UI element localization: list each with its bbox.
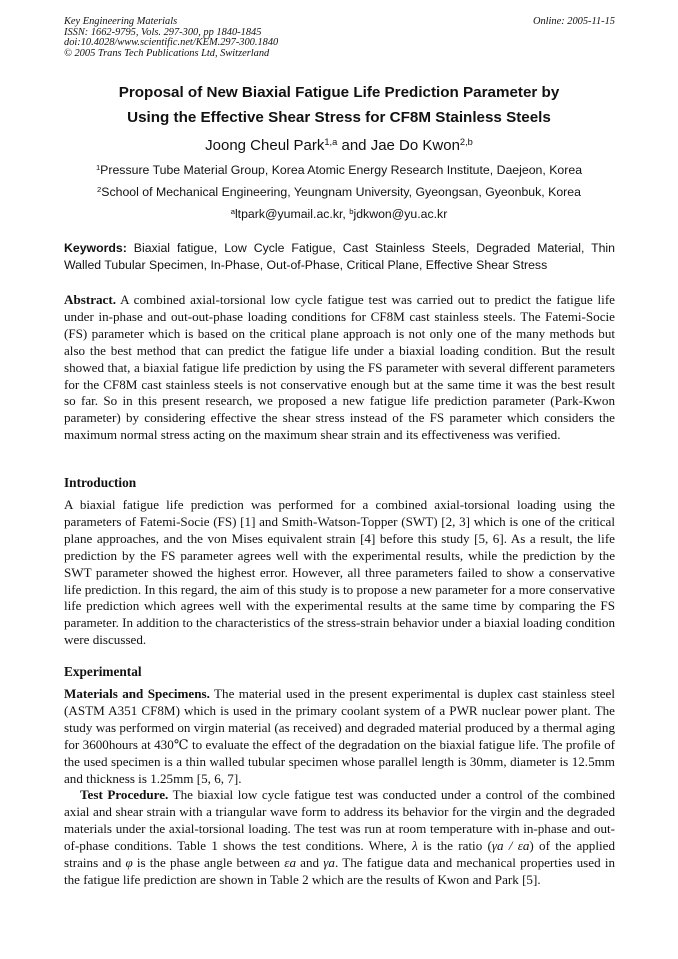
title-line-1: Proposal of New Biaxial Fatigue Life Prediction Parameter by <box>118 84 560 101</box>
test-text-1: The biaxial low cycle fatigue test was conducted under a control of the combined axial and shear strain with a triangular wave form to address its behavior for the virgin and the degraded materials under the axial-torsional loading. The test was run at room temperature with in-phase and out-of-phase conditions. Table 1 shows the test conditions. Where, <box>64 787 616 853</box>
issn-line: ISSN: 1662-9795, Vols. 297-300, pp 1840-1845 <box>64 26 262 38</box>
abstract-text: A combined axial-torsional low cycle fatigue test was carried out to predict the fatigue life under in-phase and out-out-phase loading conditions for CF8M cast stainless steels. The Fatemi-Socie (FS) parameter which is based on the critical plane approach is not only one of the many methods but also the best method that can predict the fatigue life under a biaxial loading condition. But the result showed that, a biaxial fatigue life prediction by using the FS parameter with several different parameters for the CF8M cast stainless steels is not conservative enough but at the same time it was the best result so far. So in this present research, we proposed a new fatigue life prediction parameter (Park-Kwon parameter) by considering effective the shear stress instead of the FS parameter which considers the maximum normal stress acting on the maximum shear strain and its effectiveness was verified. <box>64 292 615 443</box>
lambda-symbol: λ <box>412 837 418 853</box>
author-list <box>40 136 638 156</box>
email-b-marker: b <box>349 206 354 216</box>
author-2: Jae Do Kwon <box>370 137 460 154</box>
email-a-marker: a <box>230 206 235 216</box>
email-b: jdkwon@yu.ac.kr <box>353 207 448 221</box>
and-word: and <box>296 854 324 870</box>
experimental-heading: Experimental <box>64 664 142 679</box>
phi-symbol: φ <box>125 854 133 870</box>
paper-title <box>40 80 638 130</box>
journal-header <box>64 17 278 59</box>
keywords-block <box>64 240 615 274</box>
materials-paragraph <box>64 686 615 787</box>
test-text-5: . The fatigue data and mechanical properties used in the fatigue life prediction are shown in Table 2 which are the results of Kwon and Park [5]. <box>64 854 616 887</box>
keywords-text: Biaxial fatigue, Low Cycle Fatigue, Cast Stainless Steels, Degraded Material, Thin Walled Tubular Specimen, In-Phase, Out-of-Phase, Critical Plane, Effective Shear Stress <box>64 241 615 272</box>
author-emails <box>40 207 638 222</box>
abstract-label: Abstract. <box>64 292 116 307</box>
copyright-line: © 2005 Trans Tech Publications Ltd, Switzerland <box>64 47 270 59</box>
test-procedure-paragraph <box>64 787 615 888</box>
author-1-marker: 1,a <box>324 136 338 147</box>
test-procedure-label: Test Procedure. <box>80 787 169 802</box>
affiliation-2 <box>40 185 638 200</box>
author-1: Joong Cheul Park <box>205 137 325 154</box>
materials-text: The material used in the present experimental is duplex cast stainless steel (ASTM A351 CF8M) which is used in the primary coolant system of a PWR nuclear power plant. The study was performed on virgin material (as received) and degraded material produced by a thermal aging for 3600hours at 430℃ to evaluate the effect of the degradation on the biaxial fatigue life. The profile of the used specimen is a thin walled tubular specimen whose parallel length is 30mm, diameter is 12.5mm and thickness is 1.25mm [5, 6, 7]. <box>64 686 615 786</box>
introduction-heading: Introduction <box>64 475 137 490</box>
online-date: Online: 2005-11-15 <box>532 16 615 27</box>
author-2-marker: 2,b <box>459 136 473 147</box>
abstract-block <box>64 292 615 444</box>
materials-label: Materials and Specimens. <box>64 686 210 701</box>
author-conjunction: and <box>337 137 371 154</box>
epsilon-symbol: εa <box>284 854 296 870</box>
journal-name: Key Engineering Materials <box>64 16 178 27</box>
keywords-label: Keywords: <box>64 241 127 255</box>
test-text-3: ) of the applied strains and <box>64 837 615 870</box>
affiliation-2-text: School of Mechanical Engineering, Yeungnam University, Gyeongsan, Gyeonbuk, Korea <box>101 185 581 199</box>
affiliation-1-text: Pressure Tube Material Group, Korea Atomic Energy Research Institute, Daejeon, Korea <box>100 163 583 177</box>
gamma-symbol: γa <box>323 854 335 870</box>
affiliation-1 <box>40 163 638 178</box>
affiliation-2-marker: 2 <box>97 184 102 194</box>
affiliation-1-marker: 1 <box>95 162 101 172</box>
introduction-text: A biaxial fatigue life prediction was performed for a combined axial-torsional loading using the parameters of Fatemi-Socie (FS) [1] and Smith-Watson-Topper (SWT) [2, 3] which is one of the critical plane approaches, and the von Mises equivalent strain [4] before this study [5, 6]. As a result, the life prediction by the FS parameter agrees well with the experimental results, while the prediction by the SWT parameter showed the highest error. However, all three parameters failed to show a conservative life prediction. In this regard, the aim of this study is to propose a new parameter for a more conservative life prediction which agrees well with the experimental results at the same time by comparing the FS parameter. In addition to the characteristics of the stress-strain behavior under a biaxial loading condition were discussed. <box>64 497 615 648</box>
strain-ratio: γa / εa <box>491 837 530 853</box>
test-text-2: is the ratio ( <box>417 837 492 853</box>
email-a: ltpark@yumail.ac.kr, <box>234 207 350 221</box>
title-line-2: Using the Effective Shear Stress for CF8M Stainless Steels <box>127 109 551 126</box>
test-text-4: is the phase angle between <box>132 854 285 870</box>
doi-line: doi:10.4028/www.scientific.net/KEM.297-300.1840 <box>64 37 279 49</box>
